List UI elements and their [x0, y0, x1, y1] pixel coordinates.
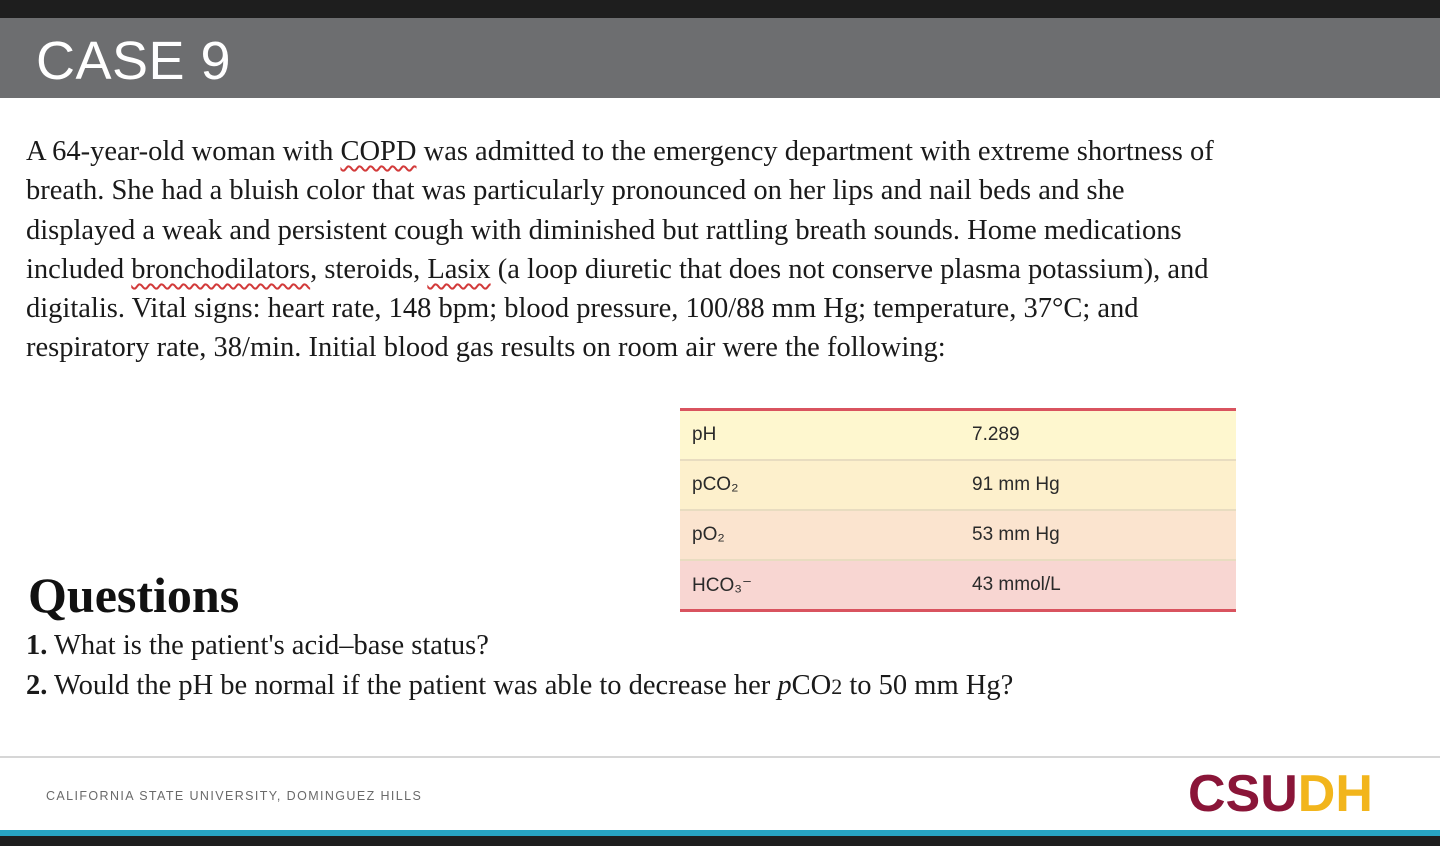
logo-part-csu: CSU — [1188, 765, 1298, 823]
footer-divider — [0, 756, 1440, 758]
row-label: pCO₂ — [680, 460, 962, 510]
question-text-end: to 50 mm Hg? — [842, 670, 1014, 701]
row-value: 43 mmol/L — [972, 574, 1061, 595]
question-co: CO — [791, 670, 832, 701]
row-label: HCO₃⁻ — [692, 574, 752, 596]
question-text: What is the patient's acid–base status? — [47, 630, 489, 661]
question-number: 1. — [26, 630, 48, 661]
blood-gas-table — [680, 408, 1236, 612]
footer-institution: CALIFORNIA STATE UNIVERSITY, DOMINGUEZ HILLS — [46, 789, 423, 803]
case-line: digitalis. Vital signs: heart rate, 148 bpm; blood pressure, 100/88 mm Hg; temperature, 37°C; and — [26, 293, 1139, 325]
spellcheck-word: bronchodilators — [131, 253, 311, 285]
table-row — [680, 560, 1236, 611]
spellcheck-word: Lasix — [427, 253, 491, 285]
question-item — [26, 666, 1013, 707]
csudh-logo — [1188, 764, 1373, 824]
top-strip — [0, 0, 1440, 18]
case-description — [26, 132, 1416, 368]
question-item — [26, 626, 1013, 666]
row-label: pH — [680, 410, 962, 461]
spellcheck-word: COPD — [340, 136, 417, 167]
row-value: 7.289 — [962, 410, 1236, 461]
bottom-strip — [0, 836, 1440, 846]
question-number: 2. — [26, 670, 48, 701]
case-line: displayed a weak and persistent cough with diminished but rattling breath sounds. Home medications — [26, 214, 1182, 246]
case-line: breath. She had a bluish color that was particularly pronounced on her lips and nail beds and she — [26, 175, 1125, 207]
table-row — [680, 510, 1236, 560]
questions-heading: Questions — [28, 567, 240, 623]
table-row — [680, 410, 1236, 461]
row-value: 91 mm Hg — [962, 460, 1236, 510]
slide-title: CASE 9 — [36, 31, 232, 91]
table-row — [680, 460, 1236, 510]
question-list — [26, 626, 1013, 707]
row-value: 53 mm Hg — [962, 510, 1236, 560]
case-line: included bronchodilators, steroids, Lasix (a loop diuretic that does not conserve plasma potassium), and — [26, 253, 1209, 285]
case-line: A 64-year-old woman with COPD was admitted to the emergency department with extreme shortness of — [26, 136, 1214, 167]
question-text: Would the pH be normal if the patient was able to decrease her — [47, 670, 778, 701]
question-subscript: 2 — [831, 674, 843, 699]
case-line: respiratory rate, 38/min. Initial blood gas results on room air were the following: — [26, 332, 946, 364]
logo-part-dh: DH — [1297, 765, 1373, 823]
italic-p: p — [777, 670, 792, 701]
row-label: pO₂ — [680, 510, 962, 560]
